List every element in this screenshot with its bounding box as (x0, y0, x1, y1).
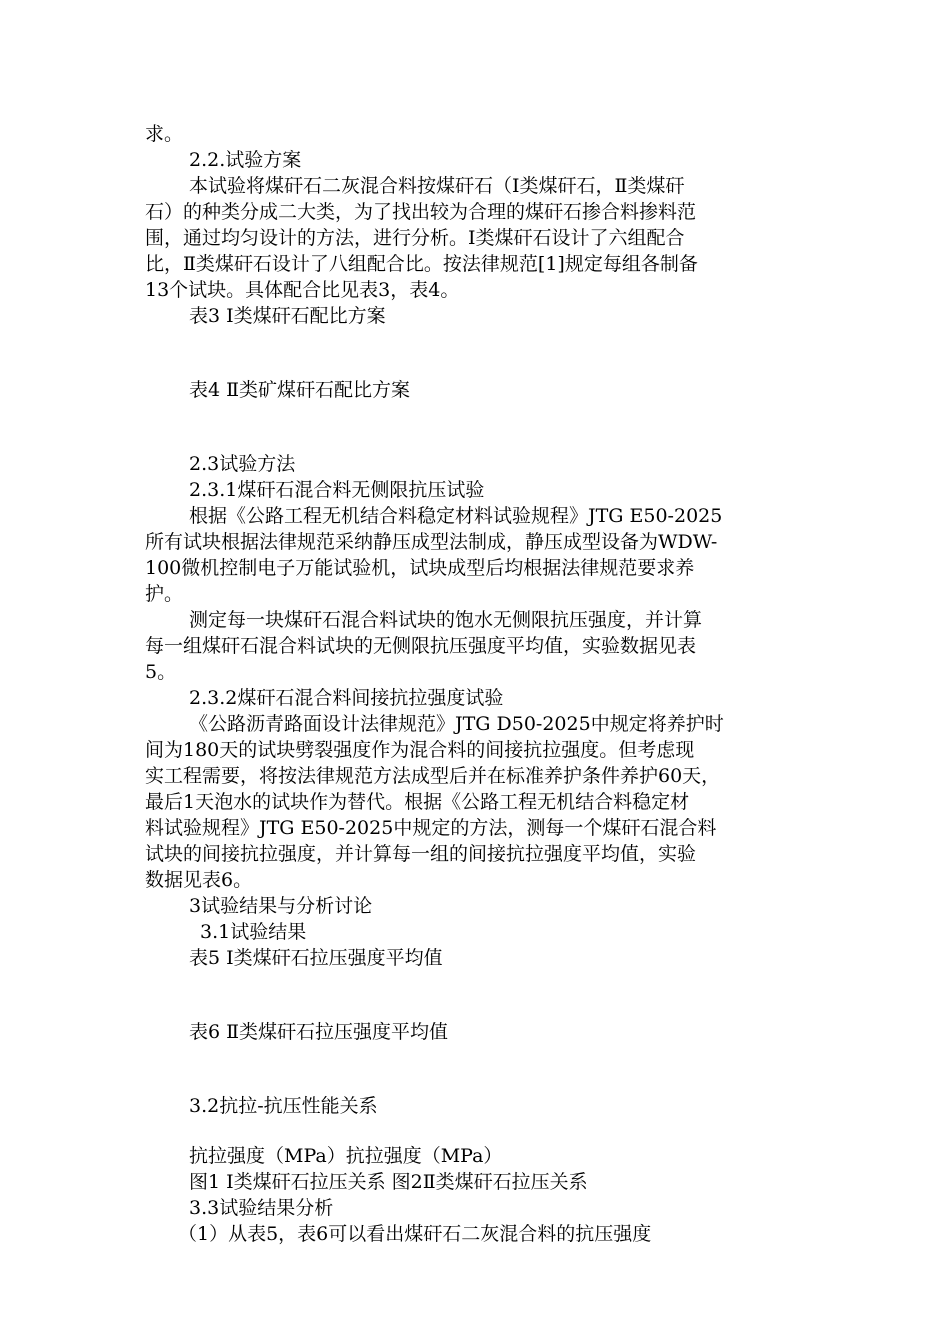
text-line: 料试验规程》JTG E50-2025中规定的方法，测每一个煤矸石混合料 (145, 817, 717, 839)
text-line: 数据见表6。 (145, 869, 253, 891)
text-line: 护。 (145, 583, 184, 605)
text-line: 最后1天泡水的试块作为替代。根据《公路工程无机结合料稳定材 (145, 791, 690, 813)
text-line: 13个试块。具体配合比见表3，表4。 (145, 279, 460, 301)
text-line: 图1 Ⅰ类煤矸石拉压关系 图2Ⅱ类煤矸石拉压关系 (189, 1171, 588, 1193)
text-line: 3试验结果与分析讨论 (189, 895, 373, 917)
text-line: 根据《公路工程无机结合料稳定材料试验规程》JTG E50-2025 (189, 505, 723, 527)
text-line: 每一组煤矸石混合料试块的无侧限抗压强度平均值，实验数据见表 (145, 635, 697, 657)
text-line: 实工程需要，将按法律规范方法成型后并在标准养护条件养护60天， (145, 765, 721, 787)
text-line: 试块的间接抗拉强度，并计算每一组的间接抗拉强度平均值，实验 (145, 843, 697, 865)
text-line: 2.3试验方法 (189, 453, 296, 475)
text-line: 《公路沥青路面设计法律规范》JTG D50-2025中规定将养护时 (189, 713, 724, 735)
text-line: 表6 Ⅱ类煤矸石拉压强度平均值 (189, 1021, 449, 1043)
text-line: 表5 Ⅰ类煤矸石拉压强度平均值 (189, 947, 443, 969)
text-line: 石）的种类分成二大类，为了找出较为合理的煤矸石掺合料掺料范 (145, 201, 697, 223)
text-line: 所有试块根据法律规范采纳静压成型法制成，静压成型设备为WDW- (145, 531, 718, 553)
text-line: 比，Ⅱ类煤矸石设计了八组配合比。按法律规范[1]规定每组各制备 (145, 253, 698, 275)
text-line: 3.2抗拉-抗压性能关系 (189, 1095, 378, 1117)
text-line: 抗拉强度（MPa）抗拉强度（MPa） (189, 1145, 503, 1167)
text-line: 表3 Ⅰ类煤矸石配比方案 (189, 305, 386, 327)
text-line: 2.3.1煤矸石混合料无侧限抗压试验 (189, 479, 485, 501)
text-line: 5。 (145, 661, 177, 683)
text-line: 间为180天的试块劈裂强度作为混合料的间接抗拉强度。但考虑现 (145, 739, 695, 761)
text-line: 测定每一块煤矸石混合料试块的饱水无侧限抗压强度，并计算 (189, 609, 703, 631)
text-line: 2.3.2煤矸石混合料间接抗拉强度试验 (189, 687, 504, 709)
text-line: 3.1试验结果 (200, 921, 307, 943)
text-line: 3.3试验结果分析 (189, 1197, 334, 1219)
text-line: 100微机控制电子万能试验机，试块成型后均根据法律规范要求养 (145, 557, 695, 579)
text-line: 本试验将煤矸石二灰混合料按煤矸石（Ⅰ类煤矸石，Ⅱ类煤矸 (189, 175, 685, 197)
text-line: 求。 (145, 123, 184, 145)
text-line: 表4 Ⅱ类矿煤矸石配比方案 (189, 379, 411, 401)
text-line: 围，通过均匀设计的方法，进行分析。Ⅰ类煤矸石设计了六组配合 (145, 227, 685, 249)
text-line: （1）从表5，表6可以看出煤矸石二灰混合料的抗压强度 (178, 1223, 652, 1245)
text-line: 2.2.试验方案 (189, 149, 302, 171)
